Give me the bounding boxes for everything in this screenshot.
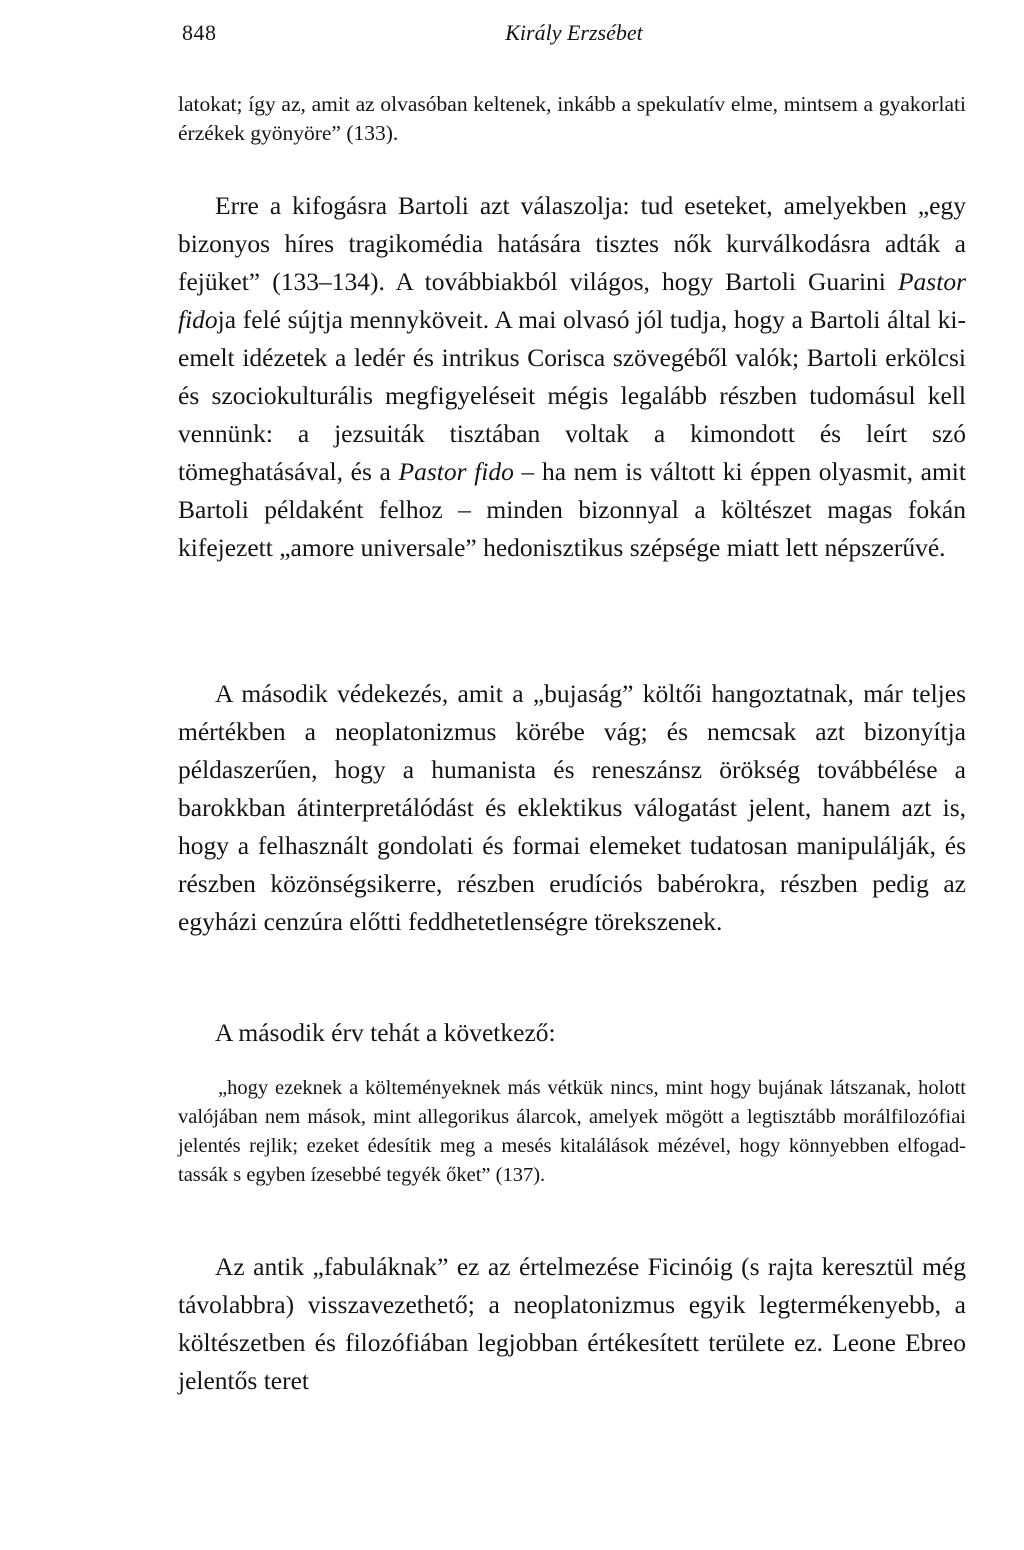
running-title: Király Erzsébet bbox=[505, 20, 643, 45]
paragraph-second-defense: A második védekezés, amit a „bujaság” költői hangoztatnak, már teljes mértékben a neoplatonizmus körébe vág; és nemcsak azt bizonyítja példaszerűen, hogy a humanista és reneszánsz örökség továbbélése a barokkban átinterpretálódást és eklektikus válogatást jelent, hanem azt is, hogy a felhasznált gondolati és formai elemeket tudatosan manipulálják, és részben közönségsikerre, részben erudíciós babérokra, részben pedig az egyházi cenzúra előtti feddhetetlenségre törekszenek. bbox=[178, 679, 966, 936]
paragraph-continuation: latokat; így az, amit az olvasóban keltenek, inkább a spekulatív elme, mintsem a gyakorlati érzékek gyönyöre” (133). bbox=[178, 92, 966, 145]
paragraph-antique-fables: Az antik „fabuláknak” ez az értelmezése Ficinóig (s rajta keresztül még távolabbra) visszavezethető; a neoplatonizmus egyik legtermékenyebb, a költészetben és filozófiában legjobban értékesített területe ez. Leone Ebreo jelentős teret bbox=[178, 1252, 966, 1395]
italic-title: Pastor fido bbox=[398, 457, 514, 486]
quote-introduction: A második érv tehát a következő: bbox=[215, 1018, 556, 1047]
page-number: 848 bbox=[182, 20, 217, 45]
paragraph-text-segment: ja felé sújtja mennyköveit. A mai olvasó jól tudja, hogy a Bartoli által kiemelt idézetek a ledér és intrikus Corisca szövegéből valók; Bartoli erkölcsi és szociokulturális megfigyeléseit mégis legalább részben tudomásul kell vennünk: a jezsuiták tisztában voltak a kimondott és leírt szó tömeghatásával, és a bbox=[178, 305, 966, 486]
paragraph-text-segment: – ha nem is váltott ki éppen olyasmit, amit Bartoli példaként felhoz – minden bizonnyal a költészet magas fokán kifejezett „amore universale” hedonisztikus szépsége miatt lett népszerűvé. bbox=[178, 457, 966, 562]
block-quote: „hogy ezeknek a költeményeknek más vétkük nincs, mint hogy bujának látszanak, holott valójában nem mások, mint allegorikus álarcok, amelyek mögött a legtisztább morálfilozófiai jelentés rejlik; ezeket édesítik meg a mesés kitalálások mézével, hogy könnyebben elfogadtassák s egyben ízesebbé tegyék őket” (137). bbox=[178, 1077, 966, 1186]
paragraph-text-segment: Erre a kifogásra Bartoli azt válaszolja: tud eseteket, amelyekben „egy bizonyos híres tragikomédia hatására tisztes nők kurválkodásra adták a fejüket” (133–134). A továbbiakból világos, hogy Bartoli Guarini bbox=[178, 191, 966, 296]
italic-title: Pastor fido bbox=[178, 267, 966, 334]
paragraph-bartoli-reply bbox=[178, 187, 966, 567]
page-header bbox=[182, 18, 966, 48]
